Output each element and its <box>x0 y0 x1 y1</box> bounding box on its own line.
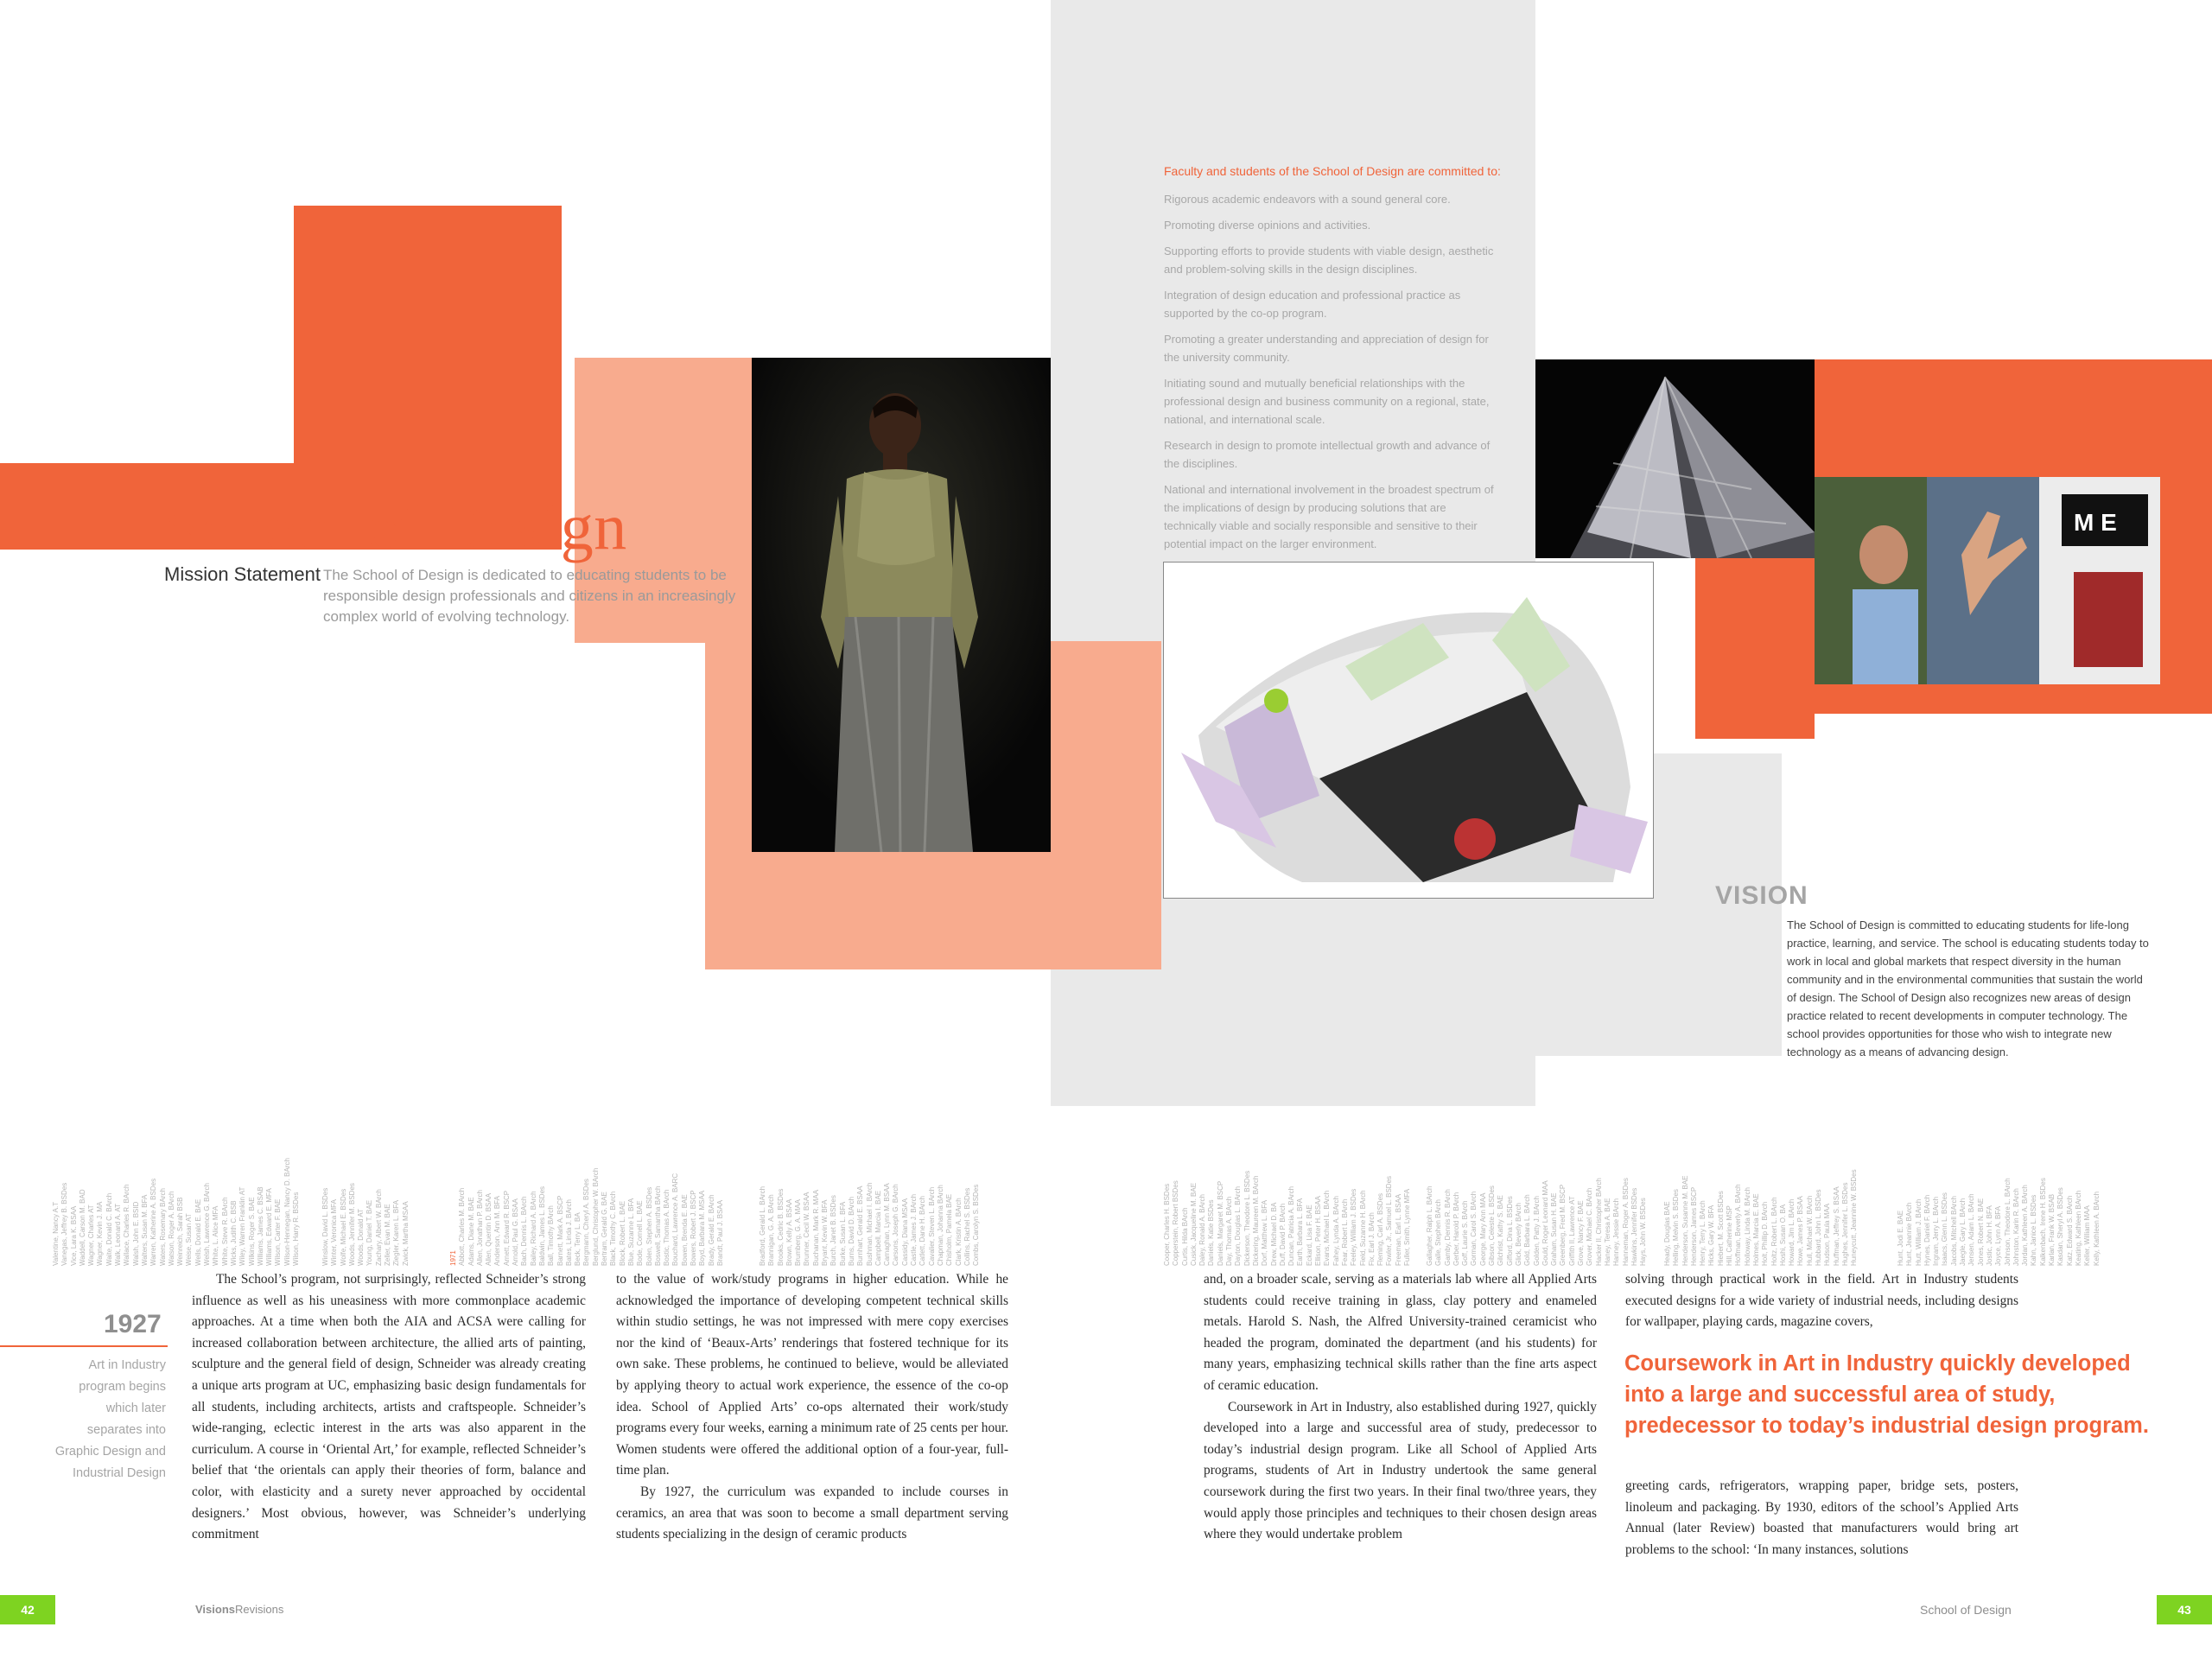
name-entry: Warren, Katherine A. BSDes <box>149 1178 158 1266</box>
name-entry: Burke, Susan L. BFA <box>838 1201 847 1266</box>
page-number-right: 43 <box>2157 1595 2212 1624</box>
name-entry: Drew, Michael D. BA <box>1269 1202 1278 1266</box>
name-entry: Bushman, Michael I. BArch <box>865 1182 874 1266</box>
name-entry: Winslow, David L. BSDes <box>321 1187 329 1266</box>
name-entry: Wells, Donald E. BAE <box>194 1198 202 1266</box>
name-entry: Dickering, Maureen M. BArch <box>1251 1175 1260 1266</box>
names-list-right-2 <box>1426 557 1648 1266</box>
name-entry: Bailey, Richard A. BArch <box>529 1191 537 1266</box>
name-entry: Johnston, Karin R. BArch <box>2012 1188 2020 1266</box>
name-entry: Wiley, Warren Franklin AT <box>238 1186 247 1266</box>
name-entry: Grover, Michael C. BArch <box>1586 1187 1594 1266</box>
name-entry: Combs, Carolyn S. BSDes <box>972 1184 981 1266</box>
name-entry: Kalkenbach, Irene H. BSDes <box>2038 1178 2047 1266</box>
name-entry: Hunt, Jodi E. BAE <box>1897 1210 1904 1266</box>
name-entry: Golden, Patty J. BArch <box>1532 1196 1541 1266</box>
name-entry: Brannigan, G. A. BArch <box>767 1194 776 1266</box>
names-list-right-1 <box>1163 557 1412 1266</box>
name-entry: Boswell, Samantha BArch <box>653 1185 662 1266</box>
name-entry: Hughes, Jennifer L. BSDes <box>1840 1182 1849 1266</box>
year-rule <box>0 1345 168 1347</box>
name-entry: Bode, Cornell L. BAE <box>636 1200 645 1266</box>
name-entry: Anderson, Ann M. BFA <box>493 1196 502 1266</box>
name-entry: Walsh, John E. BSID <box>131 1201 140 1266</box>
body-paragraph: solving through practical work in the field. Art in Industry students executed designs for a wide variety of industrial needs, including designs for wallpaper, playing cards, magazine covers, <box>1625 1272 2018 1330</box>
name-entry: Graham, Susan H. BAE <box>1550 1192 1559 1266</box>
name-entry: Jensen, Adam L. BArch <box>1967 1193 1976 1266</box>
name-entry: Hull, Michael W. BArch <box>1805 1195 1814 1266</box>
vision-heading: VISION <box>1715 881 1808 910</box>
name-entry: Jaegle, Gary L. BArch <box>1959 1198 1967 1266</box>
name-entry: Watson, Roger A. BArch <box>167 1191 175 1266</box>
mission-statement-label: Mission Statement <box>164 563 321 585</box>
name-entry: Bowen, Brenda E. BAE <box>680 1194 689 1266</box>
name-entry: Abbott, Charles M. BArch <box>458 1187 467 1266</box>
body-column-2 <box>616 1269 1008 1546</box>
name-entry: George, Mary Ann MAA <box>1478 1192 1487 1266</box>
name-entry: Williams, Edward E. MFA <box>265 1188 274 1266</box>
body-column-1 <box>192 1269 586 1546</box>
name-entry: Hynes, Daniel F. BArch <box>1923 1194 1931 1266</box>
name-entry: Dorf, Matthew L. BFA <box>1261 1199 1269 1266</box>
pull-quote: Coursework in Art in Industry quickly developed into a large and successful area of study, predecessor to today’s industrial design program. <box>1624 1351 2149 1438</box>
name-entry: Greenberg, Fred M. BSCP <box>1559 1184 1567 1266</box>
name-entry: Bryant, Kevin W. BFA <box>821 1199 830 1266</box>
body-column-3 <box>1204 1269 1597 1546</box>
name-entry: Jacobs, Mitchell BArch <box>1949 1196 1958 1266</box>
name-entry: Kasdan, Sheryl A. BSDes <box>2056 1187 2065 1266</box>
commitment-item: Supporting efforts to provide students with viable design, aesthetic and problem-solving skills in the design disciplines. <box>1164 245 1494 276</box>
footer-section-title: School of Design <box>1920 1603 2012 1617</box>
name-entry: Wallace, Charles R. BArch <box>123 1184 131 1266</box>
name-entry: Huneycutt, Jeannine W. BSDes <box>1850 1169 1859 1266</box>
name-entry: Karlan, Frank W. BSAB <box>2048 1193 2056 1266</box>
year-marker: 1927 <box>104 1310 162 1338</box>
name-entry: Weise, Susan AT <box>185 1213 194 1266</box>
name-entry: Johnson, Theodore L. BArch <box>2003 1178 2012 1266</box>
name-entry: Bouchard, Lawrence A. BARC <box>671 1173 680 1266</box>
name-entry: Haney, Teresa A. BAE <box>1603 1198 1611 1266</box>
body-paragraph: greeting cards, refrigerators, wrapping paper, bridge sets, posters, linoleum and packaging. By 1930, editors of the school’s Applied Arts Annual (later Review) boasted that manufacturers would bring art problems to the school: ‘In many instances, solutions <box>1625 1478 2018 1557</box>
names-list-left-2 <box>321 557 434 1266</box>
name-entry: Heady, Douglas BAE <box>1663 1201 1671 1266</box>
name-entry: Burch, Janet B. BSDes <box>830 1195 838 1266</box>
svg-text:M E: M E <box>2074 509 2117 536</box>
name-entry: Dayton, Douglas L. BArch <box>1234 1185 1243 1266</box>
name-entry: Wagner, Charles AT <box>87 1205 96 1266</box>
name-entry: Boyd, Barbara M. MSAA <box>698 1190 707 1266</box>
name-entry: Duff, David P. BArch <box>1278 1203 1287 1266</box>
commitment-item: Promoting a greater understanding and appreciation of design for the university community. <box>1164 333 1489 364</box>
vision-text: The School of Design is committed to educating students for life-long practice, learning, and service. The school is educating students today to work in local and global markets that respect diversity in the human community and in the environmental communities that sustain the world of design. The School of Design also recognizes new areas of design practice related to recent developments in computer technology. The school provides opportunities for those who wish to integrate new technology as a means of advancing design. <box>1787 918 2149 1058</box>
name-entry: Howard, Jim L. BArch <box>1788 1198 1796 1266</box>
name-entry: Gorman, Carol S. BArch <box>1470 1191 1478 1266</box>
name-entry: Williams, James C. BSAB <box>256 1186 264 1266</box>
name-entry: Glick, Beverly BArch <box>1514 1203 1522 1266</box>
name-entry: Weinreich, Sarah BSB <box>176 1197 185 1266</box>
body-column-4 <box>1625 1269 2018 1333</box>
name-entry: Hoffman, Beverly A. BArch <box>1734 1184 1743 1266</box>
name-entry: Brady, Gerald E. BArch <box>707 1194 715 1266</box>
commitment-item: Integration of design education and professional practice as supported by the co-op program. <box>1164 289 1461 320</box>
name-entry: Fahey, Lynda A. BArch <box>1332 1196 1340 1266</box>
name-entry: Cooper, Charles H. BSDes <box>1163 1183 1171 1266</box>
name-entry: Wilson-Hennegan, Nancy D. BArch <box>283 1158 291 1266</box>
name-entry: Fix, Earl J. BArch <box>1367 1212 1376 1266</box>
name-entry: Arnold, Paul G. BSAA <box>512 1198 520 1266</box>
name-entry: Dickerson, Theodore L. BSDes <box>1243 1170 1251 1266</box>
name-entry: Waters, Rosemary BArch <box>158 1188 167 1266</box>
footer-brand <box>195 1603 283 1616</box>
name-entry: Copperstein, Robert BSDes <box>1172 1180 1180 1266</box>
page-number-left: 42 <box>0 1595 55 1624</box>
name-entry: Barnett, Mark A. BSCP <box>556 1195 564 1266</box>
name-entry: Catlett, Dane H. BArch <box>918 1196 927 1266</box>
name-entry: Hanneman, Roger A. BSDes <box>1621 1178 1630 1266</box>
commitment-item: National and international involvement in the broadest spectrum of the implications of design by producing solutions that are technically viable and socially responsible and sensitive to their potential impact on the larger environment. <box>1164 483 1494 550</box>
name-entry: Brandt, Paul J. BSAA <box>715 1199 724 1266</box>
name-entry: Hays, John W. BSDes <box>1639 1198 1648 1266</box>
name-entry: Collins, Rachel S. BSDes <box>963 1187 971 1266</box>
name-entry: Holloway, Linda M. BArch <box>1743 1187 1751 1266</box>
name-entry: Keating, Kathleen BArch <box>2074 1190 2082 1266</box>
name-entry: Campbell, Marcia I. BAE <box>874 1190 882 1266</box>
name-entry: Howe, James P. BSAA <box>1796 1196 1805 1266</box>
name-entry: Helling, Melvin S. BSDes <box>1672 1189 1681 1266</box>
name-entry: Isaacs, Glenn L. BSDes <box>1941 1192 1949 1266</box>
name-entry: Kelly, Kathleen A. BArch <box>2092 1191 2101 1266</box>
name-entry: Hudson, Paula MAA <box>1823 1203 1832 1266</box>
name-entry: Field, Suzanne H. BArch <box>1358 1190 1367 1266</box>
name-entry: Walk, Leonard A. AT <box>114 1203 123 1266</box>
name-entry: Gerber, Harold P. BArch <box>1452 1192 1460 1266</box>
name-entry: Woods, Jennifer M. BSDes <box>347 1183 356 1266</box>
name-entry: Eckard, Lisa F. BAE <box>1305 1205 1313 1266</box>
name-entry: Henry, Terry L. BArch <box>1699 1200 1707 1266</box>
page-title: School of Design <box>164 491 627 563</box>
name-entry: Adams, Diane M. BAE <box>467 1197 475 1266</box>
body-column-4-continued <box>1625 1476 2018 1560</box>
name-entry: Welsh, Lawrence G. BArch <box>203 1183 212 1266</box>
name-entry: Buchanan, Mark R. MAA <box>811 1189 820 1266</box>
name-entry: Zeller, Evan M. BAE <box>384 1204 392 1266</box>
name-entry: Bates, Linda J. BArch <box>564 1199 573 1266</box>
sidebar-note: Art in Industry program begins which later separates into Graphic Design and Industrial Design <box>54 1358 166 1480</box>
name-entry: Goff, Laurie S. BArch <box>1461 1200 1470 1266</box>
name-entry: White, Steve R. BArch <box>220 1197 229 1266</box>
name-entry: Chapman, Johanna BArch <box>936 1185 944 1266</box>
name-entry: 1971 <box>449 1250 457 1266</box>
names-list-left-4 <box>759 557 981 1266</box>
name-entry: Brooks, Cedric B. BSDes <box>776 1188 785 1266</box>
name-entry: Fuller, Smith, Lynne MFA <box>1403 1188 1412 1266</box>
name-entry: Gould, Roger Leonard MAA <box>1541 1180 1549 1266</box>
body-paragraph: Coursework in Art in Industry, also established during 1927, quickly developed into a large and successful area of study, predecessor to today’s industrial design program. Like all School of Applied Arts programs, students of Art in Industry undertook the same general coursework during the first two years. In their final two/three years, they would apply those principles and techniques to their chosen design areas where they would undertake problem <box>1204 1399 1597 1542</box>
name-entry: Feeley, William J. BSDes <box>1350 1188 1358 1266</box>
name-entry: Black, Timothy C. BArch <box>609 1191 618 1266</box>
name-entry: Holtz, Robert L. BArch <box>1770 1197 1778 1266</box>
name-entry: Woods, Donald AT <box>357 1209 365 1266</box>
footer-brand-light: Revisions <box>235 1603 284 1616</box>
name-entry: Waddell, Carson M. BAD <box>78 1189 86 1266</box>
name-entry: Day, Thomas A. BArch <box>1225 1196 1234 1266</box>
name-entry: Gilchrist, Kathy S. BAE <box>1497 1195 1505 1266</box>
name-entry: Wilkins, Roger S. BAE <box>247 1197 256 1266</box>
name-entry: Jordan, Kathleen A. BArch <box>2021 1185 2030 1266</box>
name-entry: Hicks, Gary W. BFA <box>1707 1205 1716 1266</box>
name-entry: Brown, Kelly A. BSAA <box>785 1198 793 1266</box>
name-entry: Beck, Terry L. BA <box>574 1212 582 1266</box>
name-entry: Gallagher, Ralph L. BArch <box>1426 1185 1433 1266</box>
name-entry: Arnett, Edward R. BSCP <box>502 1190 511 1266</box>
name-entry: Allen, Quentin D. BSAA <box>485 1192 493 1266</box>
name-entry: Ziegler, Karen L. BFA <box>392 1199 401 1266</box>
body-paragraph: By 1927, the curriculum was expanded to include courses in ceramics, an area that was soon to become a small department serving students specializing in the design of ceramic products <box>616 1484 1008 1542</box>
commitments-list <box>1164 190 1501 561</box>
name-entry: Daniels, Katie BSDes <box>1207 1199 1216 1266</box>
name-entry: Ingram, Jerry L. BArch <box>1932 1196 1941 1266</box>
name-entry: Ellison, Peter H. BSAA <box>1314 1196 1323 1266</box>
name-entry: Keller, William MAA <box>2083 1205 2092 1266</box>
name-entry: Zwick, Martha MSAA <box>401 1201 410 1266</box>
name-entry: Henderson, Susanne M. BAE <box>1681 1175 1689 1266</box>
name-entry: Hill, Catherine MSP <box>1726 1205 1734 1266</box>
name-entry: Huffman, Jeffrey S. BSAA <box>1832 1186 1840 1266</box>
name-entry: Bergmann, Cheryl A. BSDes <box>582 1179 591 1266</box>
name-entry: Ball, Timothy BArch <box>547 1205 556 1266</box>
commitment-item: Rigorous academic endeavors with a sound general core. <box>1164 193 1451 206</box>
name-entry: Bradford, Gerald L. BArch <box>759 1185 766 1266</box>
name-entry: Evans, Michael L. BArch <box>1323 1190 1332 1266</box>
name-entry: Cassidy, Diana MSAA <box>900 1198 909 1266</box>
name-entry: Bolen, Stephen A. BSDes <box>645 1186 653 1266</box>
body-paragraph: The School’s program, not surprisingly, reflected Schneider’s strong influence as well as his uneasiness with more commonplace academic approaches. At a time when both the AIA and ACSA were calling for increased collaboration between architecture, the allied arts of painting, sculpture and the general field of design, Schneider was already creating a unique arts program at UC, emphasizing basic design fundamentals for all students, including architects, artists and craftspeople. Schneider’s wide-ranging, eclectic interest in the arts was also apparent in the curriculum. A course in ‘Oriental Art,’ for example, reflected Schneider’s belief that ‘the orientals can apply their theories of form, balance and color, with elasticity and a surety never approached by occidental designers.’ Most obvious, however, was Schneider’s underlying commitment <box>192 1272 586 1542</box>
name-entry: Walters, Susan M. BFA <box>140 1194 149 1266</box>
name-entry: Hubbard, John L. BSDes <box>1815 1189 1823 1266</box>
name-entry: Joyce, Lynn A. BFA <box>1994 1205 2003 1266</box>
commitment-item: Initiating sound and mutually beneficial relationships with the professional design and business community on a regional, state, national, and international scale. <box>1164 377 1490 426</box>
name-entry: Hanney, Jessie BArch <box>1612 1198 1621 1266</box>
name-entry: Baldwin, James L. BSDes <box>537 1185 546 1266</box>
footer-brand-bold: Visions <box>195 1603 236 1616</box>
name-entry: Young, Daniel T. BAE <box>365 1199 374 1266</box>
name-entry: Brunner, Cecil W. BSAA <box>803 1192 811 1266</box>
mission-statement-text: The School of Design is dedicated to educating students to be responsible design professionals and citizens in an increasingly complex world of evolving technology. <box>323 567 736 625</box>
name-entry: Holmes, Marcia E. BAE <box>1751 1193 1760 1266</box>
name-entry: Galle, Stephen BArch <box>1434 1199 1443 1266</box>
name-entry: Daniels, Margaret M. BSCP <box>1216 1180 1224 1266</box>
names-list-right-3 <box>1663 557 1859 1266</box>
name-entry: Henderson, James BSCP <box>1689 1186 1698 1266</box>
name-entry: Bostic, Thomas A. BArch <box>663 1189 671 1266</box>
name-entry: Fear, Robert L. BArch <box>1340 1198 1349 1266</box>
name-entry: Gamby, Dennis R. BArch <box>1443 1189 1452 1266</box>
name-entry: Winter, Veronica MFA <box>330 1199 339 1266</box>
name-entry: Daley, Ronald A. BArch <box>1198 1193 1207 1266</box>
name-entry: Brumberg, G. A. MAA <box>794 1199 803 1266</box>
name-entry: Castle, James J. BArch <box>910 1193 918 1266</box>
name-entry: Fleming, Carl A. BSDes <box>1376 1192 1385 1266</box>
name-entry: Clark, Kristin A. BArch <box>954 1198 963 1266</box>
name-entry: Block, Robert L. BAE <box>618 1200 626 1266</box>
name-entry: Hutt, William J. BArch <box>1914 1198 1923 1266</box>
name-entry: Allen, Jonathan P. BArch <box>475 1190 484 1266</box>
name-entry: Griffith II, Lawrence AT <box>1567 1196 1576 1266</box>
architecture-photo <box>1535 359 1815 558</box>
name-entry: Kahn, Janice L. BSDes <box>2030 1194 2038 1266</box>
name-entry: Fowler, Jr., Samuel L. BSDes <box>1385 1175 1394 1266</box>
name-entry: Gifford, Dina L. BSDes <box>1505 1196 1514 1266</box>
name-entry: Waite, Donald C. BArch <box>105 1192 113 1266</box>
commitments-heading: Faculty and students of the School of Design are committed to: <box>1164 164 1501 178</box>
commitment-item: Research in design to promote intellectual growth and advance of the disciplines. <box>1164 439 1491 470</box>
name-entry: Wicks, Judith C. BSB <box>229 1200 238 1266</box>
name-entry: Jostic, John H. BFA <box>1985 1205 1993 1266</box>
name-entry: Cavalier, Steven L. BArch <box>927 1186 936 1266</box>
orange-block-top <box>294 206 562 463</box>
name-entry: Bowers, Robert J. BSCP <box>690 1190 698 1266</box>
name-entry: Wolfe, Michael E. BSDes <box>339 1188 347 1266</box>
name-entry: Curtis, Hilda BArch <box>1180 1207 1189 1266</box>
name-entry: Katz, Edward S. BArch <box>2065 1195 2074 1266</box>
name-entry: Hoshi, Susan O. BA <box>1778 1204 1787 1266</box>
name-entry: Bach, Dennis L. BArch <box>520 1196 529 1266</box>
name-entry: Wilson, Harry R. BSDes <box>292 1192 301 1266</box>
name-entry: Burnhart, Gerald E. BSAA <box>856 1185 865 1266</box>
name-entry: Hunt, Jeannie BArch <box>1905 1202 1914 1266</box>
name-entry: Bertram, Gerald G. BAE <box>601 1192 609 1266</box>
name-entry: White, L. Alice MFA <box>212 1205 220 1266</box>
name-entry: Zachary, Albert W. BArch <box>374 1189 383 1266</box>
name-entry: Vice, Lara K. BSAA <box>69 1205 78 1266</box>
name-entry: Duncan, Patricia A. BArch <box>1287 1185 1296 1266</box>
name-entry: Berglund, Christopher W. BArch <box>591 1167 600 1266</box>
name-entry: Freeman, Earl L. BSAA <box>1394 1193 1402 1266</box>
name-entry: Gibson, Celeste L. BSDes <box>1488 1185 1497 1266</box>
name-entry: Holt, Phillip D. BArch <box>1761 1201 1770 1266</box>
name-entry: Hiebert, M. Scott BSDes <box>1716 1191 1725 1266</box>
name-entry: Hacker II, Christopher BArch <box>1594 1178 1603 1266</box>
name-entry: Chisholm, Pamela BAE <box>945 1193 954 1266</box>
body-paragraph: to the value of work/study programs in higher education. While he acknowledged the importance of developing competent technical skills within studio settings, he was not impressed with mere copy exercises nor the kind of ‘Beaux-Arts’ renderings that fostered technique for its own sake. These problems, he continued to believe, would be alleviated by applying theory to actual work experience, the essence of the co-op idea. School of Applied Arts’ co-ops alternated their work/study programs every four weeks, earning a minimum rate of 25 cents per hour. Women students were offered the additional option of a four-year, full-time plan. <box>616 1272 1008 1478</box>
name-entry: Gold, Barbara L. BArch <box>1523 1194 1532 1266</box>
name-entry: Carsons, Joseph G. BArch <box>892 1184 900 1266</box>
name-entry: Wagner, Kevin J. MA <box>96 1201 105 1266</box>
name-entry: Grove, Nancy F. BAE <box>1577 1200 1586 1266</box>
name-entry: Hawkins, Jennifer BSDes <box>1630 1187 1638 1266</box>
name-entry: Valentine, Nancy A.T <box>52 1201 60 1266</box>
name-entry: Carnaghan, Lynn M. BSAA <box>883 1183 892 1266</box>
name-entry: Wilson, Carter F. BAE <box>274 1198 283 1266</box>
body-paragraph: and, on a broader scale, serving as a materials lab where all Applied Arts students could receive training in glass, clay pottery and enameled metals. Harold S. Nash, the Alfred University-trained ceramicist who headed the program, dominated the department (and his students) for many years, emphasizing technical skills rather than the fine arts aspect of ceramic education. <box>1204 1272 1597 1393</box>
name-entry: Jones, Robert N. BAE <box>1976 1198 1985 1266</box>
name-entry: Earth, Barbara L. BFA <box>1296 1198 1305 1266</box>
name-entry: Blue, Suzanne L. BFA <box>626 1198 635 1266</box>
name-entry: Cusick, Jacqueline M. BAE <box>1189 1182 1198 1266</box>
name-entry: Burns, David D. BArch <box>847 1196 855 1266</box>
name-entry: Vanegas, Jeffrey B. BSDes <box>60 1182 69 1266</box>
commitment-item: Promoting diverse opinions and activities. <box>1164 219 1371 232</box>
